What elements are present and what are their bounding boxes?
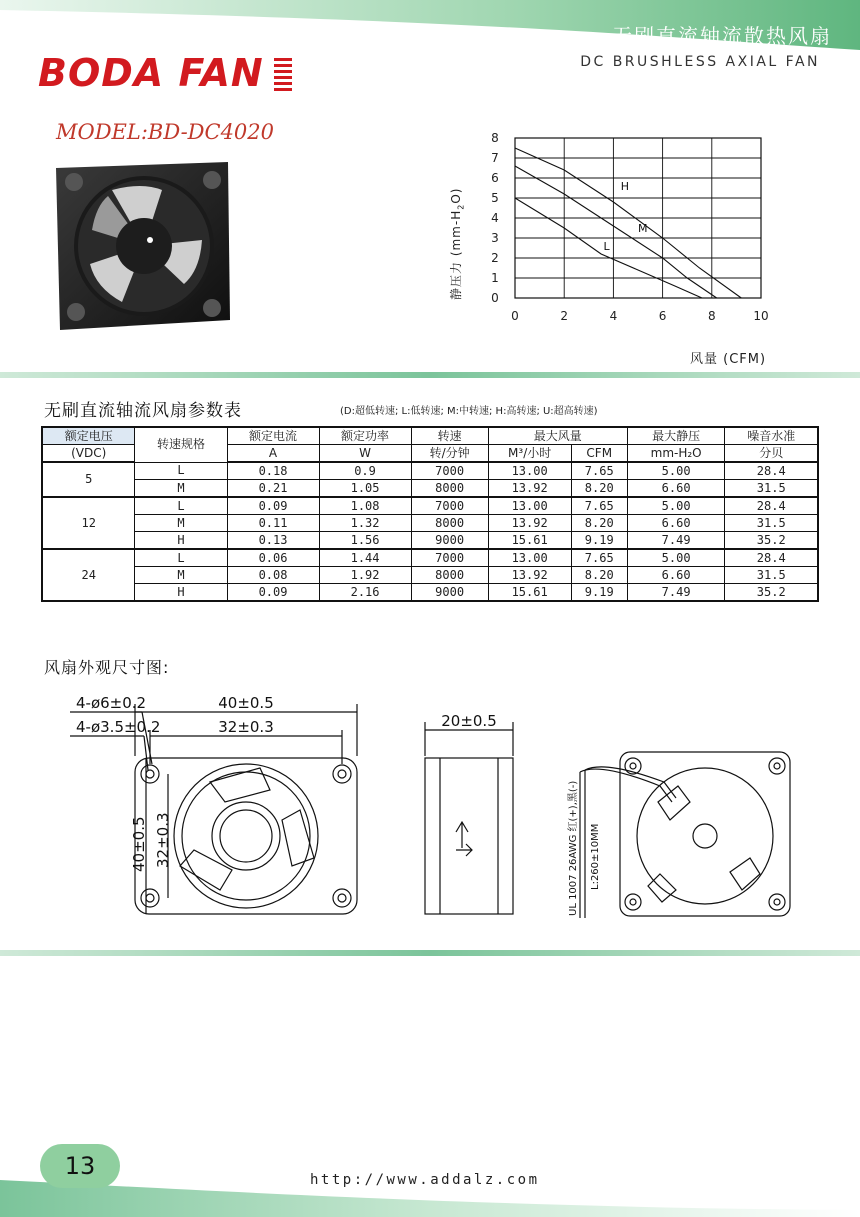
chart-x-tick: 0 <box>511 309 519 323</box>
table-cell: L <box>135 549 227 567</box>
th-noise-unit: 分贝 <box>725 445 818 463</box>
chart-y-tick: 8 <box>491 131 499 145</box>
table-cell: 9000 <box>411 532 488 550</box>
table-cell: 1.08 <box>319 497 411 515</box>
th-pressure-unit: mm-H₂O <box>627 445 725 463</box>
voltage-cell: 12 <box>42 497 135 549</box>
table-cell: 31.5 <box>725 480 818 498</box>
table-row <box>42 497 818 515</box>
hole-small-label: 4-ø3.5±0.2 <box>76 718 161 736</box>
table-row <box>42 515 818 532</box>
pq-chart <box>473 130 773 370</box>
table-cell: 0.09 <box>227 584 319 602</box>
table-cell: 28.4 <box>725 462 818 480</box>
table-cell: 6.60 <box>627 515 725 532</box>
side-view-frame <box>425 758 513 914</box>
height-inner-label: 32±0.3 <box>154 812 172 868</box>
table-cell: 0.08 <box>227 567 319 584</box>
brand-logo: BODA FAN <box>38 51 264 95</box>
th-airflow: 最大风量 <box>488 427 627 445</box>
header-title-en: DC BRUSHLESS AXIAL FAN <box>580 54 820 70</box>
footer-band <box>0 1160 860 1217</box>
table-cell: L <box>135 497 227 515</box>
table-cell: M <box>135 515 227 532</box>
table-cell: 7000 <box>411 462 488 480</box>
th-speed-unit: 转/分钟 <box>411 445 488 463</box>
table-cell: M <box>135 567 227 584</box>
chart-x-tick: 2 <box>560 309 569 323</box>
chart-y-tick: 4 <box>491 211 499 225</box>
table-cell: 7.65 <box>571 462 627 480</box>
chart-y-tick: 1 <box>491 271 499 285</box>
th-airflow-unit-cfm: CFM <box>571 445 627 463</box>
table-cell: 0.21 <box>227 480 319 498</box>
table-cell: 8000 <box>411 567 488 584</box>
table-cell: 7000 <box>411 549 488 567</box>
table-cell: 0.13 <box>227 532 319 550</box>
table-cell: 13.92 <box>488 515 571 532</box>
chart-series-label: M <box>638 222 648 235</box>
table-cell: 35.2 <box>725 532 818 550</box>
width-outer-label: 40±0.5 <box>218 694 274 712</box>
chart-x-tick: 6 <box>658 309 667 323</box>
table-cell: 6.60 <box>627 567 725 584</box>
table-cell: 9.19 <box>571 532 627 550</box>
table-cell: M <box>135 480 227 498</box>
th-power-unit: W <box>319 445 411 463</box>
chart-y-axis-label: 静压力 $(mm-H_2O)$ <box>449 187 466 300</box>
table-cell: 8000 <box>411 515 488 532</box>
th-voltage: 额定电压 <box>42 427 135 445</box>
table-row <box>42 584 818 602</box>
table-cell: 13.00 <box>488 462 571 480</box>
table-cell: 1.05 <box>319 480 411 498</box>
table-cell: 0.09 <box>227 497 319 515</box>
chart-x-tick: 8 <box>707 309 716 323</box>
table-cell: 7.65 <box>571 549 627 567</box>
table-title: 无刷直流轴流风扇参数表 <box>44 401 242 421</box>
page-number: 13 <box>64 1152 96 1180</box>
table-cell: 28.4 <box>725 497 818 515</box>
chart-y-tick: 0 <box>491 291 499 305</box>
th-current-unit: A <box>227 445 319 463</box>
voltage-cell: 24 <box>42 549 135 601</box>
spec-table <box>41 426 819 602</box>
table-cell: 5.00 <box>627 497 725 515</box>
table-note: (D:超低转速; L:低转速; M:中转速; H:高转速; U:超高转速) <box>340 406 598 417</box>
table-cell: 0.06 <box>227 549 319 567</box>
table-cell: 8.20 <box>571 515 627 532</box>
back-view-frame <box>620 752 790 916</box>
chart-x-axis-label: 风量 (CFM) <box>690 352 767 367</box>
table-cell: 9000 <box>411 584 488 602</box>
table-cell: 1.32 <box>319 515 411 532</box>
table-cell: 35.2 <box>725 584 818 602</box>
chart-series-line-h <box>515 148 741 298</box>
table-cell: 0.9 <box>319 462 411 480</box>
chart-series <box>515 148 741 298</box>
table-cell: 2.16 <box>319 584 411 602</box>
table-row <box>42 532 818 550</box>
dimension-title: 风扇外观尺寸图: <box>44 658 170 677</box>
table-cell: 1.56 <box>319 532 411 550</box>
table-cell: 7.49 <box>627 532 725 550</box>
chart-grid <box>515 138 761 298</box>
table-cell: 5.00 <box>627 462 725 480</box>
table-cell: 8.20 <box>571 480 627 498</box>
hole-large-label: 4-ø6±0.2 <box>76 694 147 712</box>
rotation-arrow-right <box>456 844 472 856</box>
table-cell: 0.11 <box>227 515 319 532</box>
depth-label: 20±0.5 <box>441 712 497 730</box>
table-cell: 13.92 <box>488 480 571 498</box>
chart-x-tick: 4 <box>609 309 618 323</box>
voltage-cell: 5 <box>42 462 135 497</box>
chart-series-label: L <box>603 240 610 253</box>
th-airflow-unit-m3: M³/小时 <box>488 445 571 463</box>
page-number-badge <box>40 1144 120 1188</box>
footer-url[interactable]: http://www.addalz.com <box>310 1172 540 1188</box>
th-noise: 噪音水准 <box>725 427 818 445</box>
table-row <box>42 567 818 584</box>
table-cell: L <box>135 462 227 480</box>
table-cell: 1.92 <box>319 567 411 584</box>
chart-y-tick: 5 <box>491 191 499 205</box>
chart-series-label: H <box>620 180 630 193</box>
section-separator <box>0 372 860 378</box>
table-cell: 0.18 <box>227 462 319 480</box>
table-cell: 31.5 <box>725 515 818 532</box>
table-cell: 5.00 <box>627 549 725 567</box>
front-view-holes <box>141 765 351 907</box>
table-cell: 8000 <box>411 480 488 498</box>
th-pressure: 最大静压 <box>627 427 725 445</box>
chart-ticks <box>491 131 768 323</box>
header-title-cn: 无刷直流轴流散热风扇 <box>612 24 832 48</box>
table-cell: 9.19 <box>571 584 627 602</box>
chart-y-tick: 2 <box>491 251 499 265</box>
th-voltage-unit: (VDC) <box>42 445 135 463</box>
model-label: MODEL:BD-DC4020 <box>56 120 275 144</box>
table-cell: H <box>135 532 227 550</box>
table-row <box>42 549 818 567</box>
table-cell: 15.61 <box>488 532 571 550</box>
table-cell: 28.4 <box>725 549 818 567</box>
wire-length-label: L:260±10MM <box>590 823 601 890</box>
table-cell: 8.20 <box>571 567 627 584</box>
chart-y-tick: 6 <box>491 171 499 185</box>
table-cell: 1.44 <box>319 549 411 567</box>
table-cell: 7000 <box>411 497 488 515</box>
dimension-drawing <box>60 690 820 930</box>
th-speed-spec: 转速规格 <box>135 427 227 462</box>
table-cell: H <box>135 584 227 602</box>
table-cell: 31.5 <box>725 567 818 584</box>
table-cell: 15.61 <box>488 584 571 602</box>
table-cell: 7.49 <box>627 584 725 602</box>
wire-spec-label: UL 1007 26AWG 红(+),黑(-) <box>568 780 579 916</box>
section-separator-2 <box>0 950 860 956</box>
th-power: 额定功率 <box>319 427 411 445</box>
table-row <box>42 480 818 498</box>
width-inner-label: 32±0.3 <box>218 718 274 736</box>
table-cell: 7.65 <box>571 497 627 515</box>
table-cell: 13.92 <box>488 567 571 584</box>
table-cell: 13.00 <box>488 497 571 515</box>
table-cell: 13.00 <box>488 549 571 567</box>
height-outer-label: 40±0.5 <box>130 816 148 872</box>
th-current: 额定电流 <box>227 427 319 445</box>
fan-product-image <box>52 160 234 332</box>
table-row <box>42 462 818 480</box>
logo-stripes-icon <box>270 58 294 92</box>
chart-y-tick: 3 <box>491 231 499 245</box>
th-speed: 转速 <box>411 427 488 445</box>
chart-y-tick: 7 <box>491 151 499 165</box>
table-cell: 6.60 <box>627 480 725 498</box>
chart-x-tick: 10 <box>753 309 769 323</box>
